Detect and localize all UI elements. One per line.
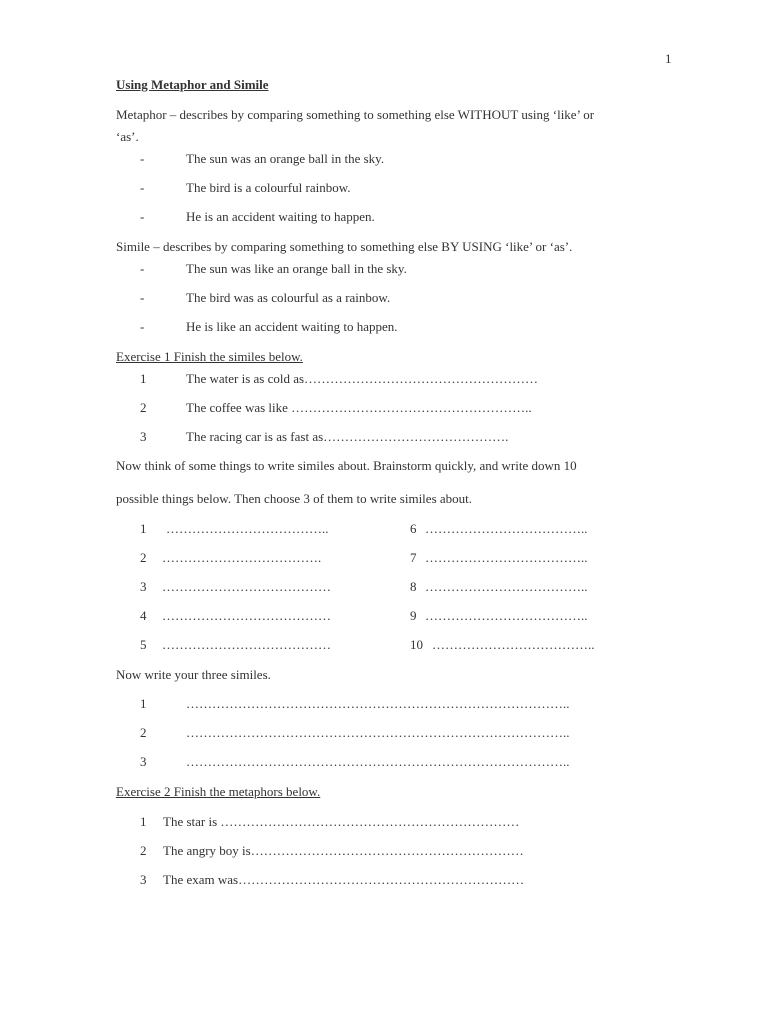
- metaphor-example-bullet: -: [140, 151, 145, 166]
- metaphor-definition-line2: ‘as’.: [116, 129, 139, 144]
- three-similes-prompt: Now write your three similes.: [116, 667, 271, 682]
- metaphor-example-bullet: -: [140, 209, 145, 224]
- simile-example-bullet: -: [140, 290, 145, 305]
- brainstorm-instructions-line1: Now think of some things to write similes about. Brainstorm quickly, and write down 10: [116, 458, 577, 473]
- exercise-2-item: The exam was…………………………………………………………: [163, 872, 525, 887]
- simile-line-number: 2: [140, 725, 147, 740]
- simile-blank-line: ……………………………………………………………………………..: [186, 725, 570, 740]
- brainstorm-blank: …………………………………: [162, 608, 331, 623]
- exercise-2-item-number: 3: [140, 872, 147, 887]
- brainstorm-number: 7: [410, 550, 417, 565]
- brainstorm-blank: ……………………………….: [162, 550, 322, 565]
- metaphor-definition-line1: Metaphor – describes by comparing something to something else WITHOUT using ‘like’ or: [116, 107, 595, 122]
- brainstorm-instructions-line2: possible things below. Then choose 3 of them to write similes about.: [116, 491, 473, 506]
- exercise-2-heading: Exercise 2 Finish the metaphors below.: [116, 784, 321, 799]
- simile-line-number: 3: [140, 754, 147, 769]
- brainstorm-blank: …………………………………: [162, 579, 331, 594]
- brainstorm-number: 2: [140, 550, 147, 565]
- brainstorm-number: 5: [140, 637, 147, 652]
- brainstorm-number: 8: [410, 579, 417, 594]
- simile-example: He is like an accident waiting to happen.: [186, 319, 398, 334]
- exercise-1-item-number: 2: [140, 400, 147, 415]
- brainstorm-blank: …………………………………: [162, 637, 331, 652]
- brainstorm-blank: ………………………………..: [166, 521, 329, 536]
- brainstorm-number: 9: [410, 608, 417, 623]
- page-number: 1: [665, 51, 672, 66]
- exercise-1-item-number: 1: [140, 371, 147, 386]
- simile-definition: Simile – describes by comparing something to something else BY USING ‘like’ or ‘as’.: [116, 239, 573, 254]
- exercise-2-item-number: 2: [140, 843, 147, 858]
- exercise-1-item-number: 3: [140, 429, 147, 444]
- metaphor-example: The bird is a colourful rainbow.: [186, 180, 351, 195]
- exercise-2-item: The star is ……………………………………………………………: [163, 814, 520, 829]
- brainstorm-number: 10: [410, 637, 423, 652]
- exercise-1-item: The racing car is as fast as…………………………………….: [186, 429, 509, 444]
- brainstorm-blank: ………………………………..: [425, 608, 588, 623]
- metaphor-example: He is an accident waiting to happen.: [186, 209, 375, 224]
- brainstorm-number: 3: [140, 579, 147, 594]
- brainstorm-blank: ………………………………..: [425, 521, 588, 536]
- exercise-1-heading: Exercise 1 Finish the similes below.: [116, 349, 303, 364]
- simile-example: The bird was as colourful as a rainbow.: [186, 290, 391, 305]
- simile-example-bullet: -: [140, 261, 145, 276]
- simile-blank-line: ……………………………………………………………………………..: [186, 754, 570, 769]
- brainstorm-number: 4: [140, 608, 147, 623]
- simile-example: The sun was like an orange ball in the sky.: [186, 261, 407, 276]
- brainstorm-number: 6: [410, 521, 417, 536]
- metaphor-example: The sun was an orange ball in the sky.: [186, 151, 385, 166]
- page-title: Using Metaphor and Simile: [116, 77, 269, 92]
- simile-blank-line: ……………………………………………………………………………..: [186, 696, 570, 711]
- exercise-2-item: The angry boy is………………………………………………………: [163, 843, 524, 858]
- exercise-1-item: The water is as cold as………………………………………………: [186, 371, 539, 386]
- metaphor-example-bullet: -: [140, 180, 145, 195]
- exercise-1-item: The coffee was like ………………………………………………..: [186, 400, 532, 415]
- brainstorm-blank: ………………………………..: [425, 550, 588, 565]
- brainstorm-number: 1: [140, 521, 147, 536]
- brainstorm-blank: ………………………………..: [425, 579, 588, 594]
- exercise-2-item-number: 1: [140, 814, 147, 829]
- simile-line-number: 1: [140, 696, 147, 711]
- brainstorm-blank: ………………………………..: [432, 637, 595, 652]
- simile-example-bullet: -: [140, 319, 145, 334]
